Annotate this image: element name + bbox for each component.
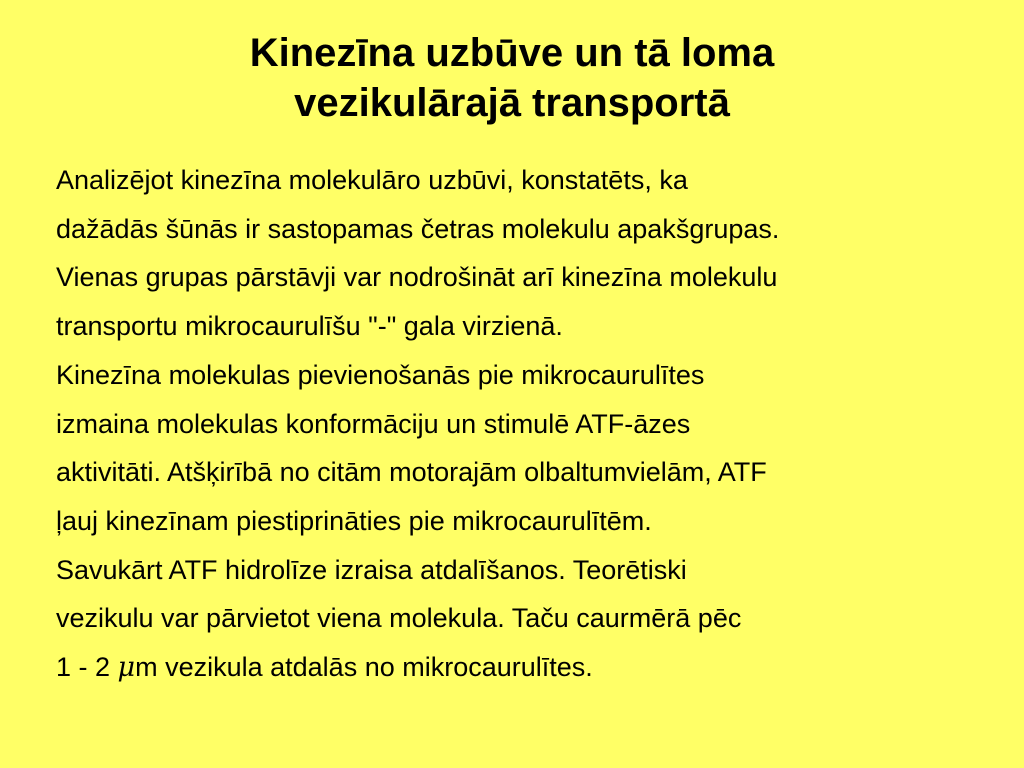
body-line-5: Kinezīna molekulas pievienošanās pie mikrocaurulītes [56, 359, 705, 390]
body-line-3: Vienas grupas pārstāvji var nodrošināt arī kinezīna molekulu [56, 262, 778, 293]
body-line-9: Savukārt ATF hidrolīze izraisa atdalīšanos. Teorētiski [56, 554, 687, 585]
body-line-4: transportu mikrocaurulīšu "-" gala virzienā. [56, 311, 563, 342]
body-line-6: izmaina molekulas konformāciju un stimulē ATF-āzes [56, 408, 691, 439]
body-line-7: aktivitāti. Atšķirībā no citām motorajām olbaltumvielām, ATF [56, 457, 767, 488]
micro-symbol: μ [117, 652, 136, 684]
body-line-10: vezikulu var pārvietot viena molekula. Taču caurmērā pēc [56, 603, 742, 634]
slide-title [0, 28, 1024, 128]
body-line-11-prefix: 1 - 2 [56, 652, 118, 683]
body-line-1: Analizējot kinezīna molekulāro uzbūvi, konstatēts, ka [56, 165, 688, 195]
body-line-8: ļauj kinezīnam piestiprināties pie mikrocaurulītēm. [56, 505, 652, 536]
body-line-2: dažādās šūnās ir sastopamas četras molekulu apakšgrupas. [56, 213, 780, 244]
slide-title-line-2: vezikulārajā transportā [294, 81, 730, 125]
slide-body-text [56, 156, 996, 693]
body-line-11-suffix: m vezikula atdalās no mikrocaurulītes. [135, 652, 593, 683]
body-line-11 [56, 643, 996, 693]
slide-title-line-1: Kinezīna uzbūve un tā loma [249, 31, 775, 75]
